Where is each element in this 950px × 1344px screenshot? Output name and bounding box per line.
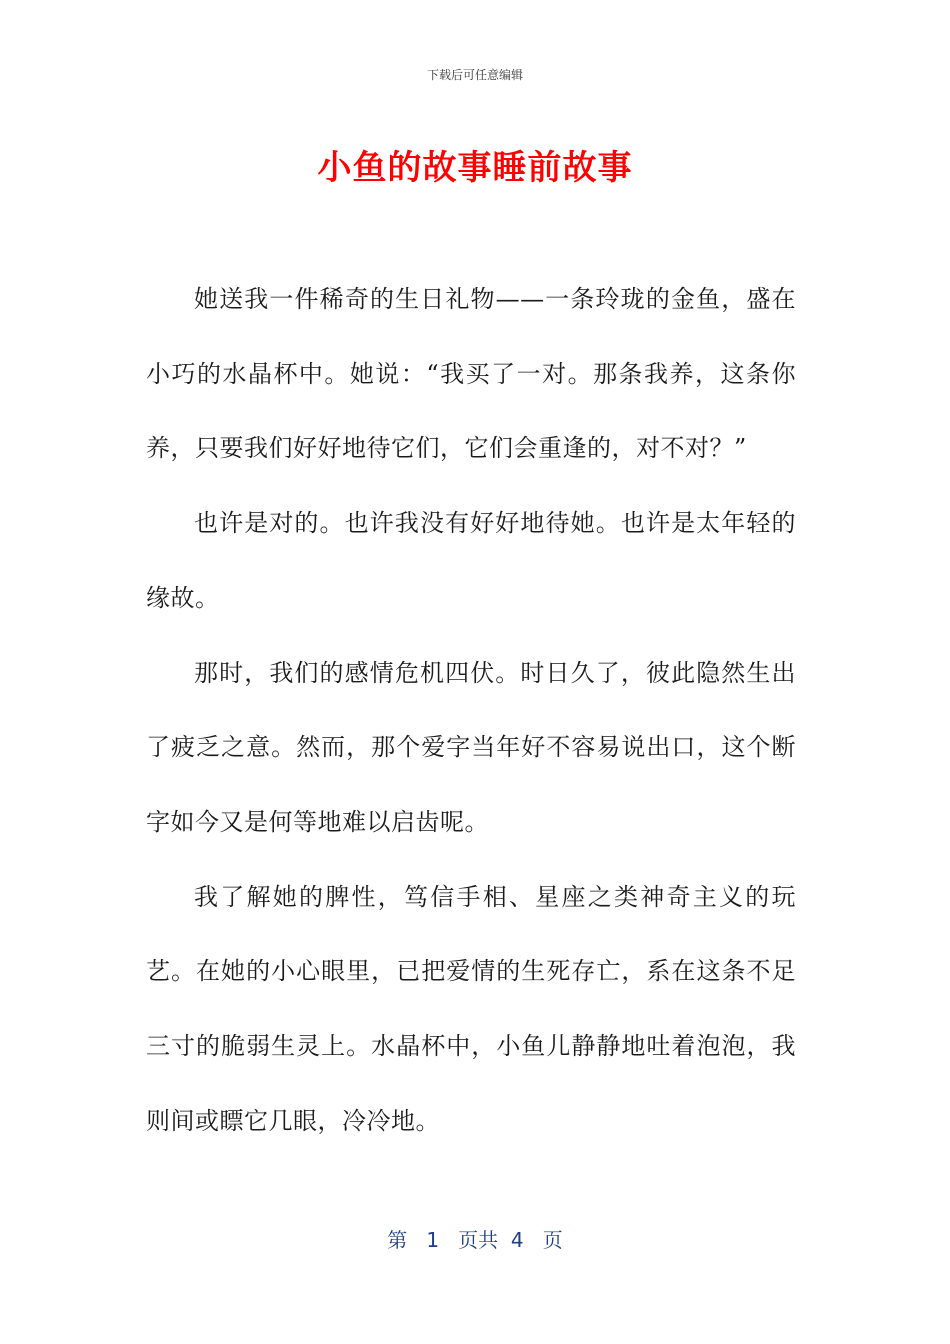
paragraph-2: 也许是对的。也许我没有好好地待她。也许是太年轻的缘故。	[146, 509, 796, 612]
footer-page-total: 4	[510, 1228, 524, 1252]
footer-page-suffix: 页	[542, 1228, 563, 1252]
header-note: 下载后可任意编辑	[426, 68, 523, 82]
footer-page-prefix: 第	[387, 1228, 408, 1252]
document-body	[146, 262, 796, 1158]
page-footer	[0, 1224, 950, 1253]
footer-page-mid: 页共	[458, 1228, 499, 1252]
paragraph-3: 那时，我们的感情危机四伏。时日久了，彼此隐然生出了疲乏之意。然而，那个爱字当年好不容易说出口，这个断字如今又是何等地难以启齿呢。	[146, 658, 796, 836]
paragraph-4: 我了解她的脾性，笃信手相、星座之类神奇主义的玩艺。在她的小心眼里，已把爱情的生死存亡，系在这条不足三寸的脆弱生灵上。水晶杯中，小鱼儿静静地吐着泡泡，我则间或瞟它几眼，冷冷地。	[146, 882, 796, 1135]
paragraph-1: 她送我一件稀奇的生日礼物——一条玲珑的金鱼，盛在小巧的水晶杯中。她说：“我买了一对。那条我养，这条你养，只要我们好好地待它们，它们会重逢的，对不对？”	[146, 285, 796, 463]
footer-page-current: 1	[426, 1228, 440, 1252]
document-title: 小鱼的故事睡前故事	[317, 148, 633, 188]
